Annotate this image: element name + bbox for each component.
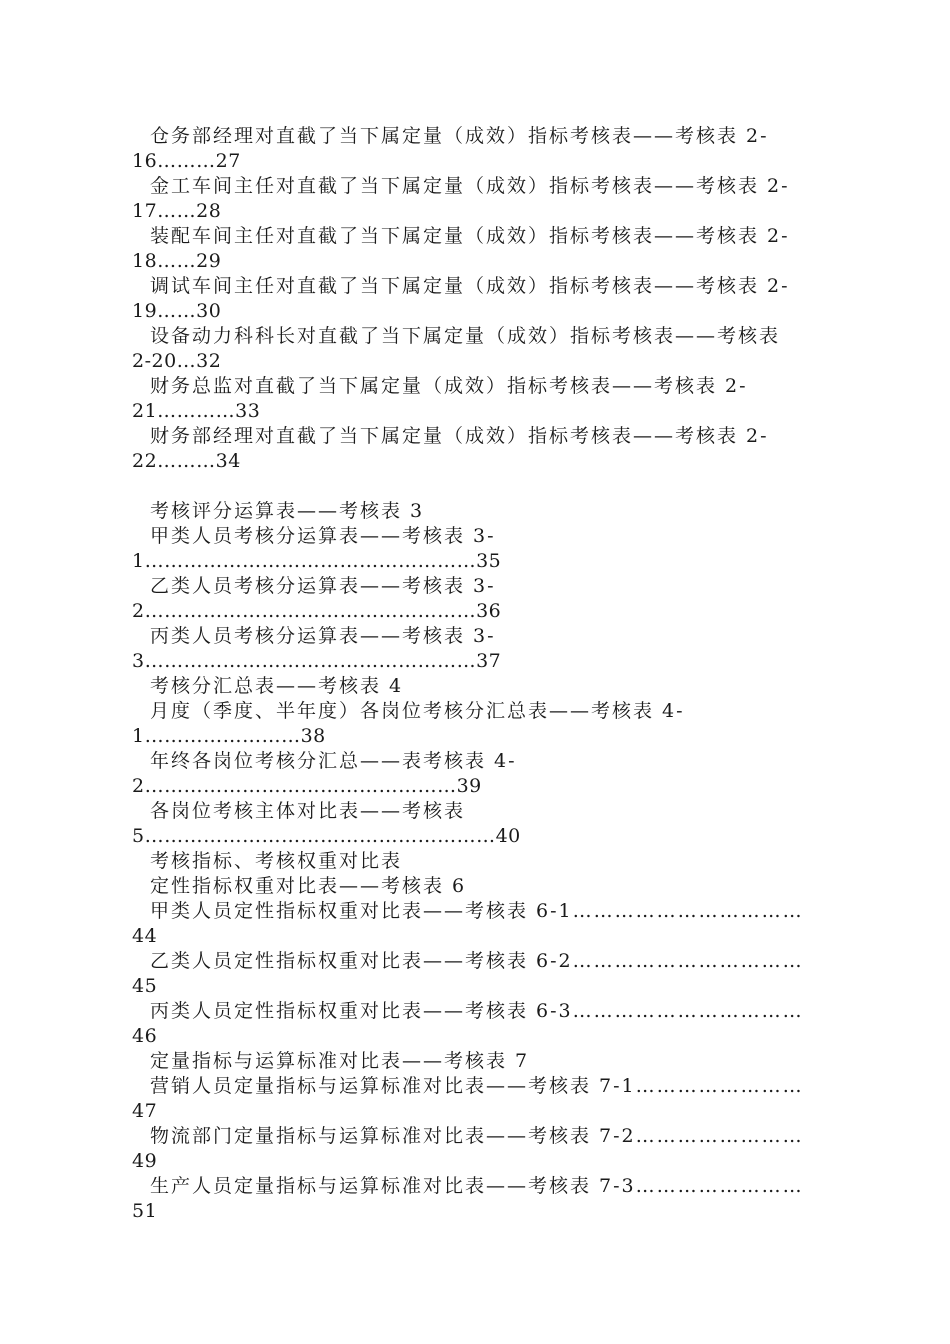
toc-entry-page: 2-20…32 xyxy=(132,350,222,372)
toc-entry-page: 3……………………………………………37 xyxy=(132,650,502,672)
toc-entry-page: 5………………………………………………40 xyxy=(132,825,521,847)
toc-entry: 调试车间主任对直截了当下属定量（成效）指标考核表——考核表 2- xyxy=(150,275,790,297)
toc-entry-page: 2……………………………………………36 xyxy=(132,600,502,622)
toc-entry: 丙类人员考核分运算表——考核表 3- xyxy=(150,625,496,647)
toc-entry-page: 22………34 xyxy=(132,450,241,472)
toc-entry: 各岗位考核主体对比表——考核表 xyxy=(150,800,466,822)
toc-section-heading: 定量指标与运算标准对比表——考核表 7 xyxy=(150,1050,530,1072)
toc-entry: 物流部门定量指标与运算标准对比表——考核表 7-2…………………… xyxy=(150,1125,804,1147)
toc-entry: 乙类人员考核分运算表——考核表 3- xyxy=(150,575,496,597)
toc-entry-page: 2…………………………………………39 xyxy=(132,775,482,797)
toc-entry: 甲类人员考核分运算表——考核表 3- xyxy=(150,525,496,547)
toc-entry-page: 47 xyxy=(132,1100,158,1122)
toc-entry: 设备动力科科长对直截了当下属定量（成效）指标考核表——考核表 xyxy=(150,325,781,347)
toc-entry: 月度（季度、半年度）各岗位考核分汇总表——考核表 4- xyxy=(150,700,685,722)
toc-section-heading: 考核评分运算表——考核表 3 xyxy=(150,500,425,522)
toc-entry: 装配车间主任对直截了当下属定量（成效）指标考核表——考核表 2- xyxy=(150,225,790,247)
toc-section-heading: 考核分汇总表——考核表 4 xyxy=(150,675,404,697)
toc-entry-page: 21…………33 xyxy=(132,400,261,422)
toc-entry-page: 49 xyxy=(132,1150,158,1172)
toc-entry: 年终各岗位考核分汇总——表考核表 4- xyxy=(150,750,517,772)
toc-entry-page: 16………27 xyxy=(132,150,241,172)
toc-entry-page: 46 xyxy=(132,1025,158,1047)
toc-entry-page: 1……………………………………………35 xyxy=(132,550,502,572)
toc-section-heading: 考核指标、考核权重对比表 xyxy=(150,850,403,872)
toc-entry: 营销人员定量指标与运算标准对比表——考核表 7-1…………………… xyxy=(150,1075,804,1097)
toc-entry: 甲类人员定性指标权重对比表——考核表 6-1…………………………… xyxy=(150,900,804,922)
toc-entry: 乙类人员定性指标权重对比表——考核表 6-2…………………………… xyxy=(150,950,804,972)
toc-entry: 丙类人员定性指标权重对比表——考核表 6-3…………………………… xyxy=(150,1000,804,1022)
toc-entry-page: 45 xyxy=(132,975,158,997)
toc-entry: 仓务部经理对直截了当下属定量（成效）指标考核表——考核表 2- xyxy=(150,125,769,147)
toc-entry: 金工车间主任对直截了当下属定量（成效）指标考核表——考核表 2- xyxy=(150,175,790,197)
toc-entry: 财务总监对直截了当下属定量（成效）指标考核表——考核表 2- xyxy=(150,375,748,397)
toc-entry-page: 17……28 xyxy=(132,200,222,222)
toc-entry-page: 19……30 xyxy=(132,300,222,322)
toc-entry: 生产人员定量指标与运算标准对比表——考核表 7-3…………………… xyxy=(150,1175,804,1197)
toc-entry-page: 51 xyxy=(132,1200,158,1222)
toc-section-heading: 定性指标权重对比表——考核表 6 xyxy=(150,875,467,897)
toc-entry-page: 1……………………38 xyxy=(132,725,326,747)
toc-entry-page: 18……29 xyxy=(132,250,222,272)
toc-entry: 财务部经理对直截了当下属定量（成效）指标考核表——考核表 2- xyxy=(150,425,769,447)
toc-entry-page: 44 xyxy=(132,925,158,947)
